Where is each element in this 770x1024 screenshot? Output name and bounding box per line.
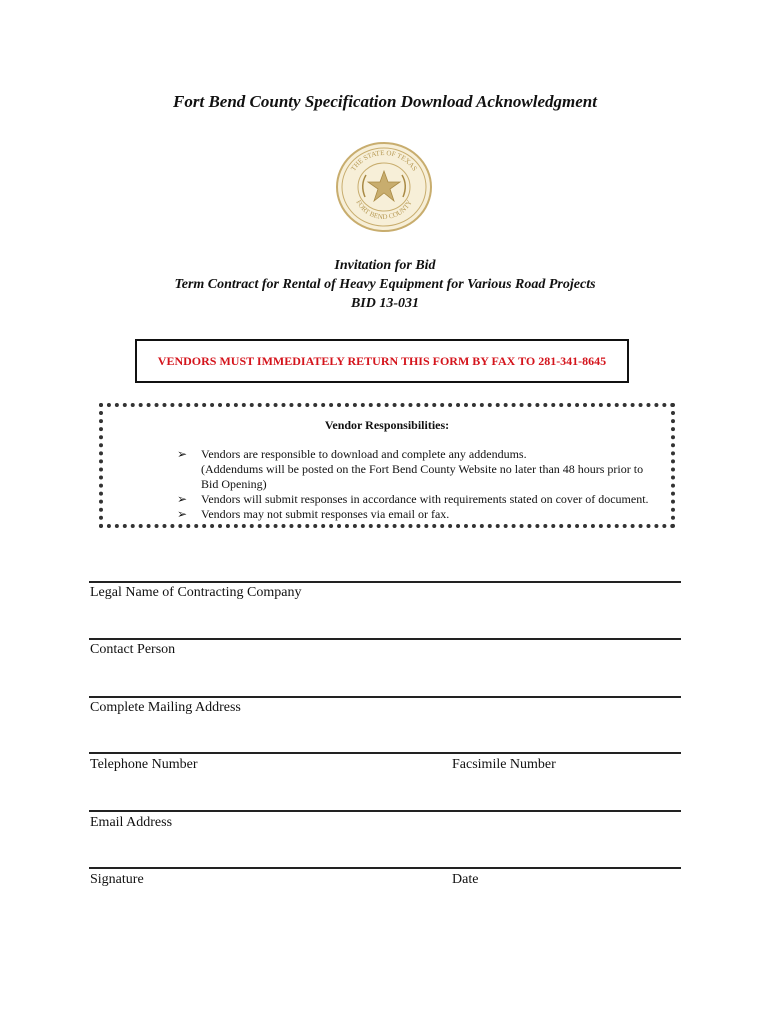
list-item-text: Vendors are responsible to download and complete any addendums. [201, 447, 527, 461]
legal-name-line[interactable] [89, 581, 681, 583]
mailing-address-label: Complete Mailing Address [90, 700, 241, 715]
county-seal-logo [335, 141, 433, 233]
signature-label: Signature [90, 872, 144, 887]
list-item-text: Vendors may not submit responses via email or fax. [201, 507, 450, 521]
fax-notice-text: VENDORS MUST IMMEDIATELY RETURN THIS FORM BY FAX TO 281-341-8645 [157, 353, 607, 368]
responsibilities-list [177, 447, 677, 522]
seal-bottom-text: FORT BEND COUNTY [354, 198, 414, 222]
email-label: Email Address [90, 815, 173, 830]
list-item [177, 507, 677, 522]
invitation-heading: Invitation for Bid [334, 258, 436, 273]
email-line[interactable] [89, 810, 681, 812]
facsimile-label: Facsimile Number [452, 757, 556, 772]
arrow-bullet-icon: ➢ [177, 447, 188, 461]
contract-title: Term Contract for Rental of Heavy Equipment for Various Road Projects [174, 277, 596, 292]
fax-notice-box [135, 339, 629, 383]
bid-number: BID 13-031 [350, 296, 420, 311]
arrow-bullet-icon: ➢ [177, 507, 188, 521]
signature-date-line[interactable] [89, 867, 681, 869]
vendor-responsibilities-box [99, 403, 675, 528]
contact-person-line[interactable] [89, 638, 681, 640]
page-title: Fort Bend County Specification Download Acknowledgment [173, 92, 597, 111]
list-item-text: (Addendums will be posted on the Fort Bend County Website no later than 48 hours prior to [201, 462, 644, 476]
list-item-text: Vendors will submit responses in accordance with requirements stated on cover of document. [201, 492, 649, 506]
contact-person-label: Contact Person [90, 642, 176, 657]
invitation-block [0, 256, 770, 313]
list-item [177, 447, 677, 492]
list-item [177, 492, 677, 507]
responsibilities-title: Vendor Responsibilities: [324, 418, 450, 432]
list-item-text: Bid Opening) [201, 477, 267, 491]
telephone-fax-line[interactable] [89, 752, 681, 754]
telephone-label: Telephone Number [90, 757, 198, 772]
date-label: Date [452, 872, 479, 887]
mailing-address-line[interactable] [89, 696, 681, 698]
seal-top-text: THE STATE OF TEXAS [349, 148, 419, 173]
legal-name-label: Legal Name of Contracting Company [90, 585, 302, 600]
arrow-bullet-icon: ➢ [177, 492, 188, 506]
